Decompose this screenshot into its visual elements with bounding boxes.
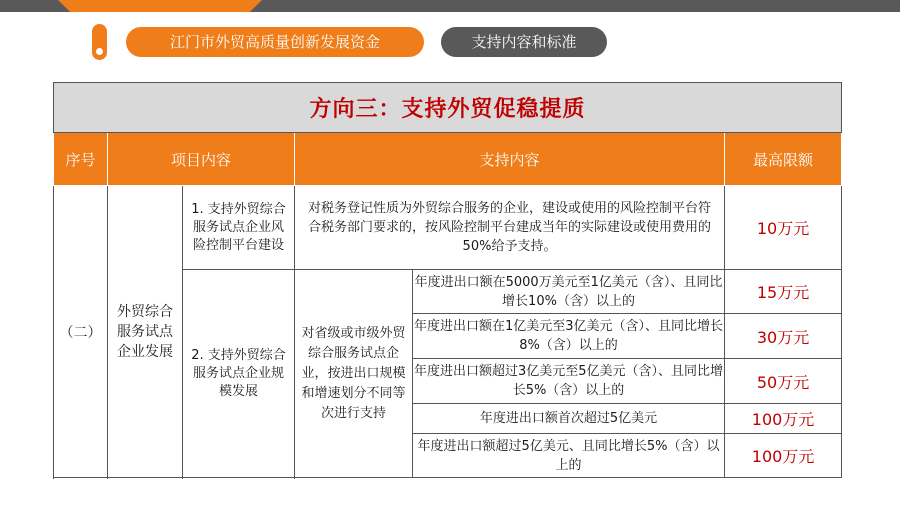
item-content-cell: 对省级或市级外贸综合服务试点企业，按进出口规模和增速划分不同等次进行支持 <box>295 270 413 478</box>
support-table-wrapper <box>53 82 841 478</box>
column-header-seq: 序号 <box>54 133 108 186</box>
section-label-pill: 支持内容和标准 <box>441 27 607 57</box>
item-name-cell: 2. 支持外贸综合服务试点企业规模发展 <box>183 270 295 478</box>
limit-cell: 50万元 <box>725 359 842 404</box>
column-header-content: 支持内容 <box>295 133 725 186</box>
program-title-pill: 江门市外贸高质量创新发展资金 <box>126 27 424 57</box>
limit-cell: 10万元 <box>725 186 842 270</box>
bullet-marker-icon <box>92 24 107 60</box>
limit-cell: 100万元 <box>725 404 842 434</box>
tier-condition-cell: 年度进出口额在1亿美元至3亿美元（含）、且同比增长8%（含）以上的 <box>413 314 725 359</box>
support-table <box>53 82 842 478</box>
tier-condition-cell: 年度进出口额超过5亿美元、且同比增长5%（含）以上的 <box>413 434 725 478</box>
tier-condition-cell: 年度进出口额首次超过5亿美元 <box>413 404 725 434</box>
seq-cell: （二） <box>54 186 108 478</box>
table-row <box>54 186 842 270</box>
limit-cell: 15万元 <box>725 270 842 314</box>
table-title: 方向三：支持外贸促稳提质 <box>54 83 842 133</box>
project-cell: 外贸综合服务试点企业发展 <box>108 186 183 478</box>
limit-cell: 100万元 <box>725 434 842 478</box>
limit-cell: 30万元 <box>725 314 842 359</box>
column-header-project: 项目内容 <box>108 133 295 186</box>
tier-condition-cell: 年度进出口额超过3亿美元至5亿美元（含）、且同比增长5%（含）以上的 <box>413 359 725 404</box>
top-accent-tab <box>58 0 262 12</box>
table-header-row <box>54 133 842 186</box>
bullet-dot <box>96 48 103 55</box>
tier-condition-cell: 年度进出口额在5000万美元至1亿美元（含）、且同比增长10%（含）以上的 <box>413 270 725 314</box>
table-title-row <box>54 83 842 133</box>
column-header-limit: 最高限额 <box>725 133 842 186</box>
item-name-cell: 1. 支持外贸综合服务试点企业风险控制平台建设 <box>183 186 295 270</box>
item-content-cell: 对税务登记性质为外贸综合服务的企业，建设或使用的风险控制平台符合税务部门要求的，按风险控制平台建成当年的实际建设或使用费用的50%给予支持。 <box>295 186 725 270</box>
